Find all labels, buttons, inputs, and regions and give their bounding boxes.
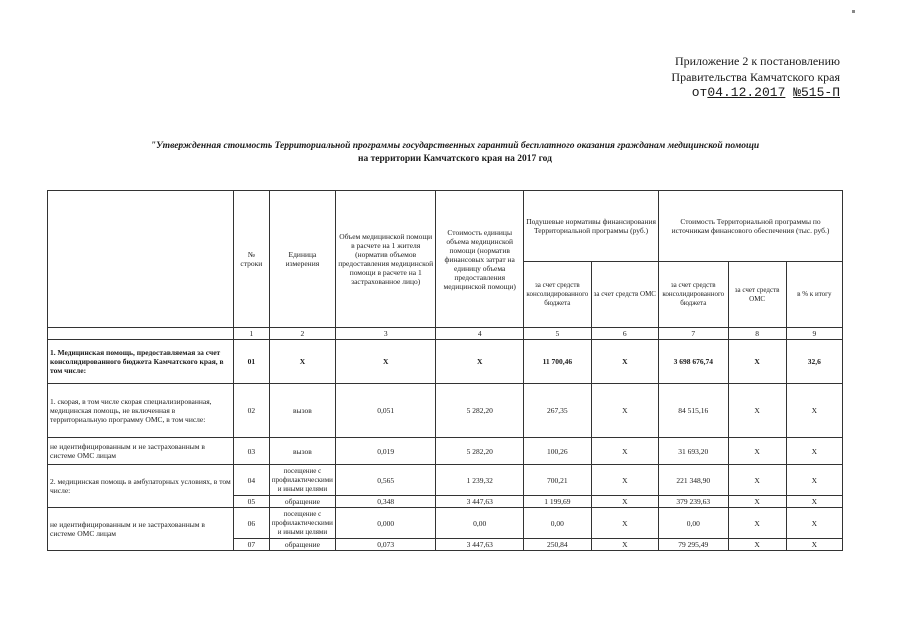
cell-cost-oms: X [728,438,786,465]
decree-prefix: от [691,85,708,100]
appendix-line-2: Правительства Камчатского края [671,70,840,84]
header-program-cost: Стоимость Территориальной программы по источникам финансового обеспечения (тыс. руб.) [659,191,843,262]
subheader-oms-2: за счет средств ОМС [728,262,786,328]
col-number: 9 [786,328,842,340]
cell-volume: 0,565 [336,465,436,496]
col-number-blank [48,328,234,340]
document-title [95,140,815,166]
cell-per-capita-budget: 0,00 [524,508,591,539]
cell-per-capita-oms: X [591,496,658,508]
cell-per-capita-budget: 11 700,46 [524,340,591,384]
cell-cost-oms: X [728,340,786,384]
cell-percent: X [786,508,842,539]
row-label: не идентифицированным и не застрахованным в системе ОМС лицам [48,508,234,551]
subheader-budget: за счет средств консолидированного бюджета [524,262,591,328]
col-number: 7 [659,328,728,340]
cell-cost-budget: 0,00 [659,508,728,539]
title-line-1: "Утвержденная стоимость Территориальной программы государственных гарантий бесплатного оказания гражданам медицинской помощи [150,141,760,151]
cell-per-capita-oms: X [591,438,658,465]
cell-unit: вызов [269,438,335,465]
cell-volume: 0,019 [336,438,436,465]
header-unit: Единица измерения [269,191,335,328]
cell-cost-unit: 3 447,63 [436,496,524,508]
subheader-oms: за счет средств ОМС [591,262,658,328]
table-row [48,508,843,539]
row-number: 02 [233,384,269,438]
cell-per-capita-budget: 700,21 [524,465,591,496]
table-row [48,340,843,384]
header-cost-unit: Стоимость единицы объема медицинской помощи (норматив финансовых затрат на единицу объема предоставления медицинской помощи) [436,191,524,328]
table-header-row [48,191,843,262]
cell-volume: 0,348 [336,496,436,508]
cell-cost-unit: 0,00 [436,508,524,539]
header-per-capita: Подушевые нормативы финансирования Территориальной программы (руб.) [524,191,659,262]
cell-per-capita-budget: 1 199,69 [524,496,591,508]
row-label: не идентифицированным и не застрахованным в системе ОМС лицам [48,438,234,465]
col-number: 5 [524,328,591,340]
row-number: 05 [233,496,269,508]
appendix-header [650,53,840,101]
cell-per-capita-budget: 250,84 [524,539,591,551]
cell-volume: 0,051 [336,384,436,438]
row-number: 06 [233,508,269,539]
cell-cost-budget: 84 515,16 [659,384,728,438]
cell-percent: X [786,384,842,438]
row-number: 03 [233,438,269,465]
scan-mark [852,10,855,13]
program-cost-table [47,190,843,551]
cell-unit: посещение с профилактическими и иными целями [269,508,335,539]
appendix-line-1: Приложение 2 к постановлению [674,54,840,68]
cell-cost-oms: X [728,508,786,539]
header-empty-cell [48,191,234,328]
cell-cost-unit: 3 447,63 [436,539,524,551]
decree-number: №515-П [793,85,840,100]
header-volume: Объем медицинской помощи в расчете на 1 жителя (норматив объемов предоставления медицинской помощи в расчете на 1 застрахованное лицо) [336,191,436,328]
cell-per-capita-oms: X [591,539,658,551]
cell-volume: 0,073 [336,539,436,551]
cell-cost-unit: 5 282,20 [436,438,524,465]
cell-cost-oms: X [728,384,786,438]
col-number: 4 [436,328,524,340]
row-label: 1. Медицинская помощь, предоставляемая за счет консолидированного бюджета Камчатского края, в том числе: [48,340,234,384]
cell-per-capita-budget: 267,35 [524,384,591,438]
cell-unit: вызов [269,384,335,438]
cell-cost-budget: 31 693,20 [659,438,728,465]
cell-per-capita-oms: X [591,508,658,539]
column-number-row [48,328,843,340]
table-row [48,438,843,465]
cell-cost-unit: X [436,340,524,384]
cell-per-capita-oms: X [591,465,658,496]
cell-cost-unit: 5 282,20 [436,384,524,438]
cell-unit: обращение [269,539,335,551]
table-row [48,465,843,496]
cell-percent: 32,6 [786,340,842,384]
cell-cost-oms: X [728,465,786,496]
col-number: 8 [728,328,786,340]
cell-per-capita-oms: X [591,340,658,384]
cell-percent: X [786,539,842,551]
col-number: 3 [336,328,436,340]
cell-cost-oms: X [728,496,786,508]
header-row-no: № строки [233,191,269,328]
col-number: 2 [269,328,335,340]
cell-percent: X [786,465,842,496]
decree-date: 04.12.2017 [707,85,786,100]
cell-cost-budget: 79 295,49 [659,539,728,551]
cell-per-capita-oms: X [591,384,658,438]
subheader-percent: в % к итогу [786,262,842,328]
cell-cost-budget: 379 239,63 [659,496,728,508]
row-label: 1. скорая, в том числе скорая специализированная, медицинская помощь, не включенная в территориальную программу ОМС, в том числе: [48,384,234,438]
col-number: 6 [591,328,658,340]
row-number: 07 [233,539,269,551]
subheader-budget-2: за счет средств консолидированного бюджета [659,262,728,328]
cell-per-capita-budget: 100,26 [524,438,591,465]
cell-unit: X [269,340,335,384]
cell-cost-budget: 3 698 676,74 [659,340,728,384]
cell-volume: X [336,340,436,384]
table-row [48,384,843,438]
cell-cost-oms: X [728,539,786,551]
row-label: 2. медицинская помощь в амбулаторных условиях, в том числе: [48,465,234,508]
cell-unit: посещение с профилактическими и иными целями [269,465,335,496]
cell-unit: обращение [269,496,335,508]
cell-cost-unit: 1 239,32 [436,465,524,496]
cell-volume: 0,000 [336,508,436,539]
cell-percent: X [786,496,842,508]
cell-cost-budget: 221 348,90 [659,465,728,496]
col-number: 1 [233,328,269,340]
cell-percent: X [786,438,842,465]
row-number: 04 [233,465,269,496]
decree-line [650,85,840,101]
title-line-2: на территории Камчатского края на 2017 год [358,154,552,164]
row-number: 01 [233,340,269,384]
